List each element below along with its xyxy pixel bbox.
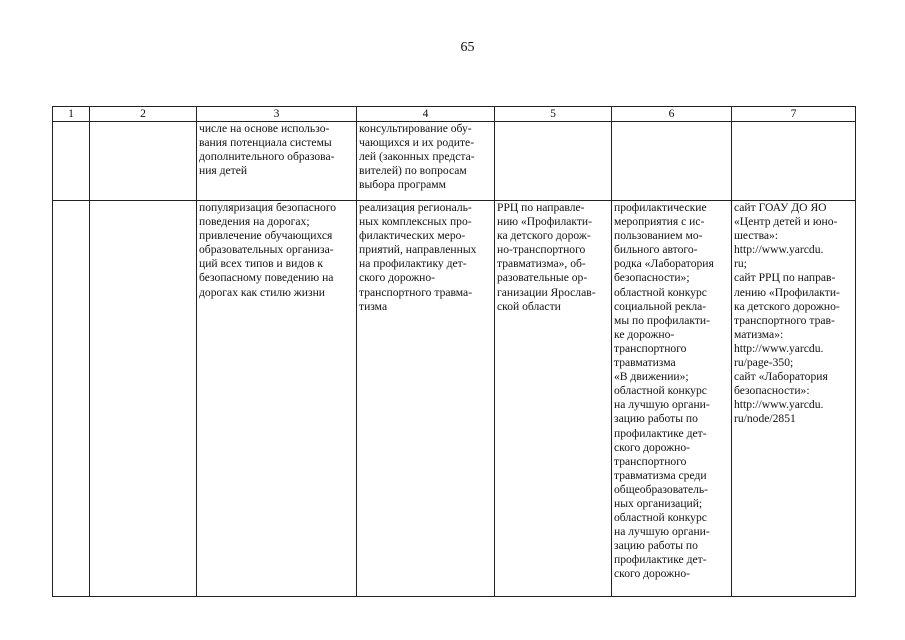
table-cell: профилактические мероприятия с ис- пользованием мо- бильного автого- родка «Лаборатория безопасности»; областной конкурс социальной рекла- мы по профилакти- ке дорожно- транспортного травматизма «В движении»; областной конкурс на лучшую органи- зацию работы по профилактике дет- ского дорожно- транспортного травматизма среди общеобразователь- ных организаций; областной конкурс на лучшую органи- зацию работы по профилактике дет- ского дорожно- — [612, 201, 732, 597]
table-cell — [90, 201, 197, 597]
page-number: 65 — [460, 40, 475, 55]
column-header-6: 6 — [612, 107, 732, 122]
table-cell — [53, 122, 90, 201]
table-cell: сайт ГОАУ ДО ЯО «Центр детей и юно- шества»: http://www.yarcdu. ru; сайт РРЦ по направ- лению «Профилакти- ка детского дорожно- транспортного трав- матизма»: http://www.yarcdu. ru/page-350; сайт «Лаборатория безопасности»: http://www.yarcdu. ru/node/2851 — [732, 201, 856, 597]
table-cell — [612, 122, 732, 201]
column-header-7: 7 — [732, 107, 856, 122]
column-header-2: 2 — [90, 107, 197, 122]
column-header-3: 3 — [197, 107, 357, 122]
table-cell — [90, 122, 197, 201]
table-cell — [495, 122, 612, 201]
document-table — [52, 106, 856, 597]
table-cell — [732, 122, 856, 201]
column-header-1: 1 — [53, 107, 90, 122]
table-cell: консультирование обу- чающихся и их родите- лей (законных предста- вителей) по вопросам выбора программ — [357, 122, 495, 201]
table-header-row — [53, 107, 856, 122]
table-cell: реализация региональ- ных комплексных про- филактических меро- приятий, направленных на профилактику дет- ского дорожно- транспортного травма- тизма — [357, 201, 495, 597]
table-cell: числе на основе использо- вания потенциала системы дополнительного образова- ния детей — [197, 122, 357, 201]
table-cell — [53, 201, 90, 597]
table-cell: популяризация безопасного поведения на дорогах; привлечение обучающихся образовательных организа- ций всех типов и видов к безопасному поведению на дорогах как стилю жизни — [197, 201, 357, 597]
table-cell: РРЦ по направле- нию «Профилакти- ка детского дорож- но-транспортного травматизма», об- разовательные ор- ганизации Ярослав- ской области — [495, 201, 612, 597]
column-header-5: 5 — [495, 107, 612, 122]
column-header-4: 4 — [357, 107, 495, 122]
table-row — [53, 201, 856, 597]
table-row — [53, 122, 856, 201]
